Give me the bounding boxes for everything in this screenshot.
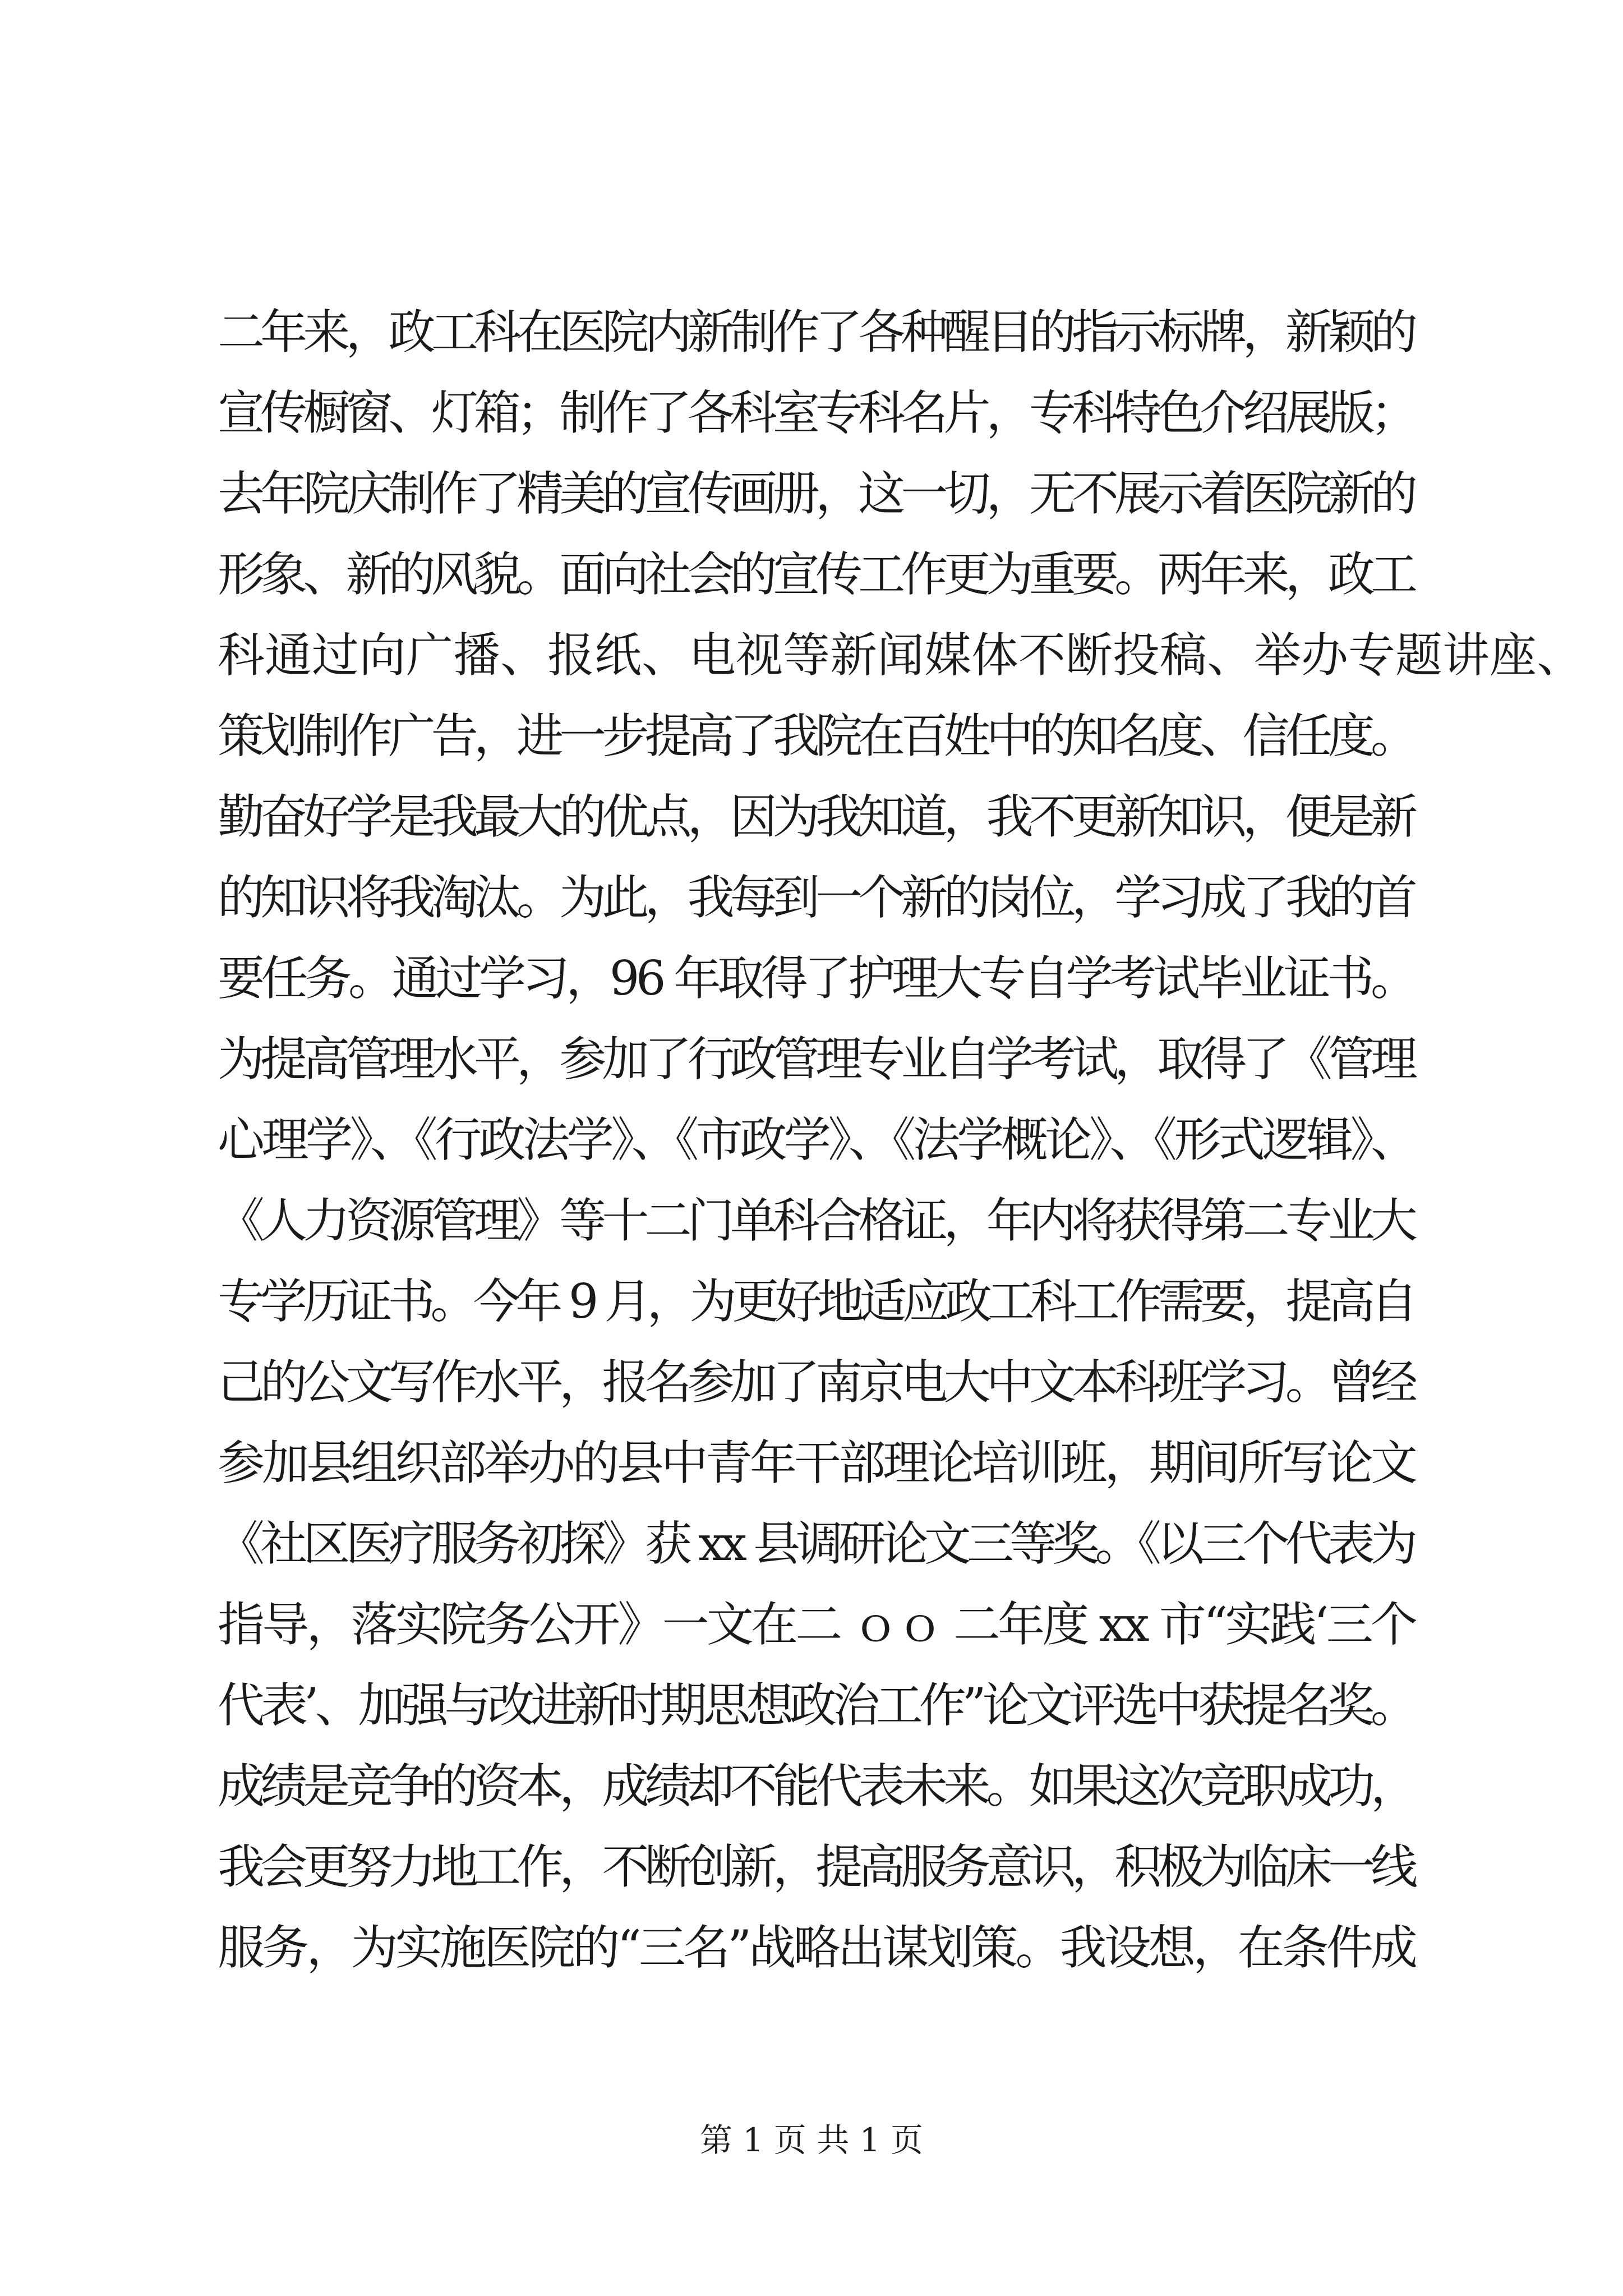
page-footer: 第 1 页 共 1 页 [700, 2121, 923, 2159]
text-line: 去年院庆制作了精美的宣传画册，这一切，无不展示着医院新的 [218, 466, 1414, 521]
text-line: 服务，为实施医院的“三名”战略出谋划策。我设想，在条件成 [218, 1920, 1415, 1975]
body-text [218, 292, 1584, 1988]
text-line: 参加县组织部举办的县中青年干部理论培训班，期间所写论文 [218, 1435, 1415, 1490]
text-line: 己的公文写作水平，报名参加了南京电大中文本科班学习。曾经 [218, 1355, 1414, 1410]
text-line: 形象、新的风貌。面向社会的宣传工作更为重要。两年来，政工 [218, 547, 1414, 602]
text-line: 要任务。通过学习，96 年取得了护理大专自学考试毕业证书。 [218, 951, 1414, 1006]
text-line: 专学历证书。今年 9 月，为更好地适应政工科工作需要，提高自 [218, 1274, 1413, 1329]
text-line: 成绩是竞争的资本，成绩却不能代表未来。如果这次竞职成功， [218, 1759, 1414, 1814]
text-line: 指导，落实院务公开》一文在二 ｏｏ 二年度 xx 市“实践‘三个 [218, 1597, 1415, 1652]
text-line: 科通过向广播、报纸、电视等新闻媒体不断投稿、举办专题讲座、 [218, 628, 1584, 683]
text-line: 的知识将我淘汰。为此，我每到一个新的岗位，学习成了我的首 [218, 870, 1414, 925]
text-line: 二年来，政工科在医院内新制作了各种醒目的指示标牌，新颖的 [218, 305, 1414, 360]
text-line: 《社区医疗服务初探》获 xx 县调研论文三等奖。《以三个代表为 [218, 1516, 1414, 1571]
text-line: 勤奋好学是我最大的优点，因为我知道，我不更新知识，便是新 [218, 789, 1414, 844]
text-line: 代表’、加强与改进新时期思想政治工作”论文评选中获提名奖。 [218, 1678, 1414, 1733]
text-line: 心理学》、《行政法学》、《市政学》、《法学概论》、《形式逻辑》、 [218, 1112, 1415, 1167]
text-line: 宣传橱窗、灯箱；制作了各科室专科名片，专科特色介绍展版； [218, 385, 1414, 440]
text-line: 策划制作广告，进一步提高了我院在百姓中的知名度、信任度。 [218, 708, 1414, 763]
text-line: 《人力资源管理》等十二门单科合格证，年内将获得第二专业大 [218, 1193, 1414, 1248]
text-line: 为提高管理水平，参加了行政管理专业自学考试，取得了《管理 [218, 1032, 1414, 1087]
text-line: 我会更努力地工作，不断创新，提高服务意识，积极为临床一线 [218, 1839, 1414, 1894]
